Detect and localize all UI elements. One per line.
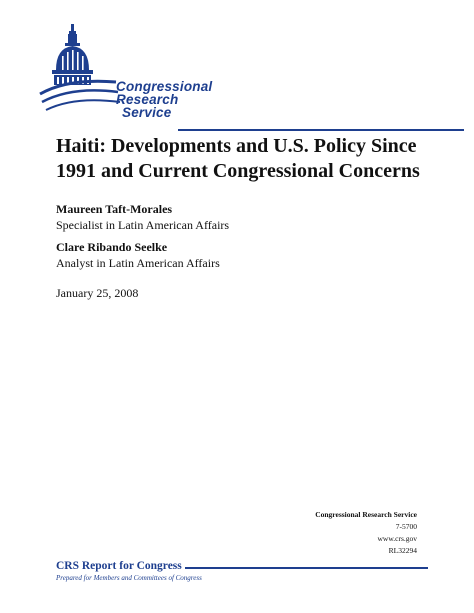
info-website: www.crs.gov	[377, 534, 417, 543]
info-report-number: RL32294	[388, 546, 417, 555]
info-org: Congressional Research Service	[315, 510, 417, 519]
crs-logo	[38, 22, 430, 118]
info-code: 7-5700	[395, 522, 417, 531]
logo-divider	[178, 129, 464, 131]
author-name: Maureen Taft-Morales	[56, 202, 173, 216]
report-date: January 25, 2008	[56, 286, 139, 300]
author-role: Specialist in Latin American Affairs	[56, 218, 230, 232]
author-role: Analyst in Latin American Affairs	[56, 256, 220, 270]
author-name: Clare Ribando Seelke	[56, 240, 168, 254]
crs-logo-wordmark	[116, 80, 212, 119]
logo-line-research: Research	[116, 92, 179, 107]
report-title: Haiti: Developments and U.S. Policy Since 1991 and Current Congressional Concerns	[56, 135, 420, 182]
footer-title: CRS Report for Congress	[56, 560, 182, 572]
footer-divider	[185, 567, 428, 569]
report-info-block	[315, 509, 417, 557]
logo-line-service: Service	[122, 105, 172, 120]
logo-line-congressional: Congressional	[116, 79, 213, 94]
footer-subtitle: Prepared for Members and Committees of Congress	[56, 574, 202, 582]
